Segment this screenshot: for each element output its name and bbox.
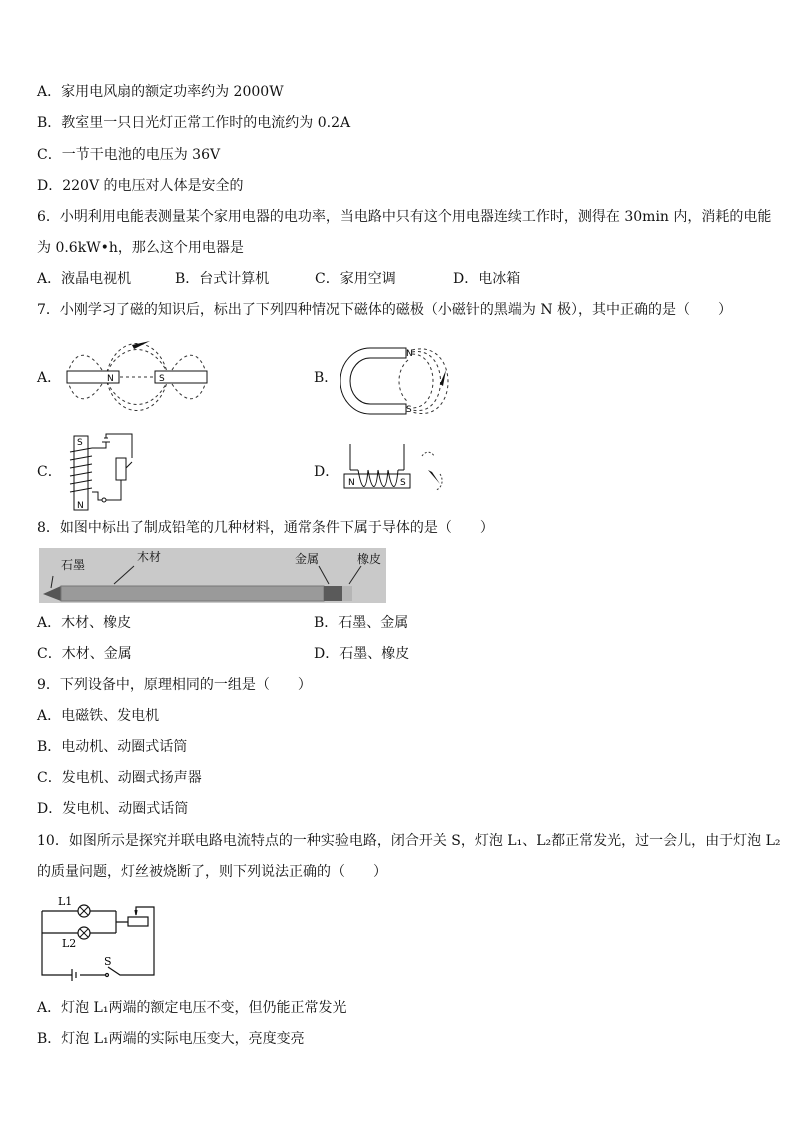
q10-stem-line1: 10．如图所示是探究并联电路电流特点的一种实验电路，闭合开关 S，灯泡 L₁、L₂都正常发光，过一会儿，由于灯泡 L₂ bbox=[37, 833, 781, 849]
q6-option-c: C．家用空调 bbox=[315, 271, 396, 287]
q7-option-a-letter: A． bbox=[37, 370, 62, 386]
q6-option-d: D．电冰箱 bbox=[453, 271, 521, 287]
q9-option-c: C．发电机、动圈式扬声器 bbox=[37, 770, 202, 786]
q7-figure-d-solenoid bbox=[340, 440, 455, 496]
q6-stem-line1: 6．小明利用电能表测量某个家用电器的电功率，当电路中只有这个用电器连续工作时，测得在 30min 内，消耗的电能 bbox=[37, 209, 772, 225]
pole-n-label: N bbox=[107, 374, 114, 384]
q9-option-a: A．电磁铁、发电机 bbox=[37, 708, 160, 724]
pencil-drawing bbox=[39, 548, 386, 603]
q9-option-d: D．发电机、动圈式话筒 bbox=[37, 801, 189, 817]
pole-s-label: S bbox=[400, 478, 406, 488]
q7-option-c-letter: C． bbox=[37, 464, 62, 480]
label-l2: L2 bbox=[62, 937, 77, 950]
q5-option-a: A．家用电风扇的额定功率约为 2000W bbox=[37, 84, 284, 100]
q10-circuit-figure bbox=[36, 893, 161, 983]
q7-option-b-letter: B． bbox=[314, 370, 339, 386]
q7-option-d-letter: D． bbox=[314, 464, 340, 480]
label-eraser: 橡皮 bbox=[357, 552, 382, 566]
q7-stem: 7．小刚学习了磁的知识后，标出了下列四种情况下磁体的磁极（小磁针的黑端为 N 极），其中正确的是（ ） bbox=[37, 302, 733, 318]
q8-stem: 8．如图中标出了制成铅笔的几种材料，通常条件下属于导体的是（ ） bbox=[37, 520, 494, 536]
pole-n-label: N bbox=[77, 501, 84, 511]
pole-n-label: N bbox=[406, 349, 413, 359]
q7-figure-a-bar-magnets bbox=[62, 332, 212, 422]
pole-s-label: S bbox=[406, 405, 412, 415]
q8-option-b: B．石墨、金属 bbox=[314, 615, 409, 631]
q8-option-a: A．木材、橡皮 bbox=[37, 615, 132, 631]
pole-s-label: S bbox=[159, 374, 165, 384]
q5-option-c: C．一节干电池的电压为 36V bbox=[37, 147, 221, 163]
q7-figure-c-electromagnet-circuit bbox=[62, 432, 142, 512]
label-switch-s: S bbox=[104, 955, 112, 968]
label-wood: 木材 bbox=[137, 550, 162, 564]
label-metal: 金属 bbox=[295, 552, 320, 566]
pole-n-label: N bbox=[348, 478, 355, 488]
q6-stem-line2: 为 0.6kW•h，那么这个用电器是 bbox=[37, 240, 244, 256]
q6-option-a: A．液晶电视机 bbox=[37, 271, 132, 287]
pencil-figure bbox=[39, 548, 386, 603]
q10-stem-line2: 的质量问题，灯丝被烧断了，则下列说法正确的（ ） bbox=[37, 864, 387, 880]
label-l1: L1 bbox=[58, 895, 73, 908]
pole-s-label: S bbox=[77, 438, 83, 448]
label-graphite: 石墨 bbox=[61, 558, 86, 572]
q8-option-d: D．石墨、橡皮 bbox=[314, 646, 410, 662]
q6-option-b: B．台式计算机 bbox=[175, 271, 270, 287]
q9-stem: 9．下列设备中，原理相同的一组是（ ） bbox=[37, 677, 312, 693]
q7-figure-b-horseshoe-magnet bbox=[340, 340, 450, 430]
q10-option-a: A．灯泡 L₁两端的额定电压不变，但仍能正常发光 bbox=[37, 1000, 347, 1016]
q5-option-d: D．220V 的电压对人体是安全的 bbox=[37, 178, 244, 194]
q10-option-b: B．灯泡 L₁两端的实际电压变大，亮度变亮 bbox=[37, 1031, 305, 1047]
q8-option-c: C．木材、金属 bbox=[37, 646, 132, 662]
q9-option-b: B．电动机、动圈式话筒 bbox=[37, 739, 188, 755]
q5-option-b: B．教室里一只日光灯正常工作时的电流约为 0.2A bbox=[37, 115, 351, 131]
